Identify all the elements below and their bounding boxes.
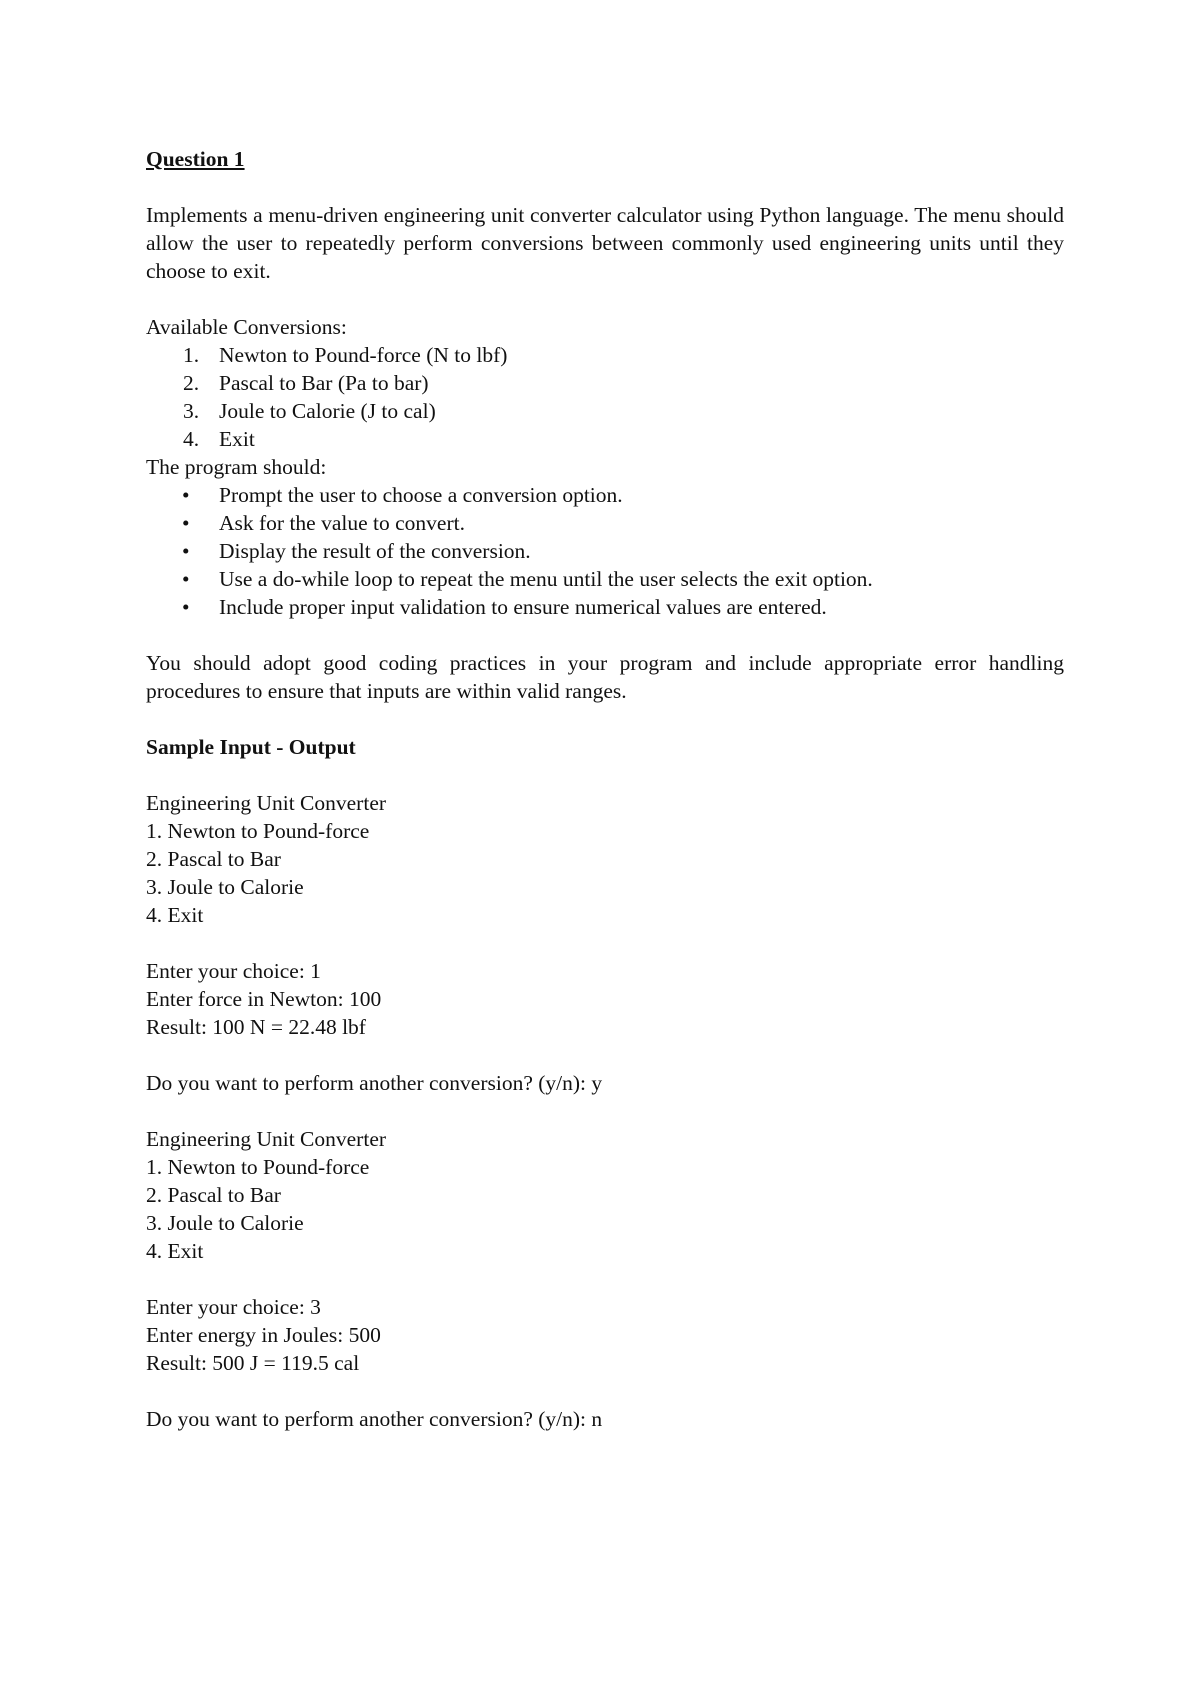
list-item: 4. Exit (183, 427, 255, 451)
value-line: Enter force in Newton: 100 (146, 987, 382, 1011)
bullet-icon: • (182, 595, 190, 619)
sample-run (146, 1125, 1064, 1433)
list-item: • Include proper input validation to ensure numerical values are entered. (182, 595, 827, 619)
list-item: • Display the result of the conversion. (182, 539, 531, 563)
menu-item: 3. Joule to Calorie (146, 875, 304, 899)
choice-line: Enter your choice: 1 (146, 959, 321, 983)
list-item: 2. Pascal to Bar (Pa to bar) (183, 371, 429, 395)
list-item: 1. Newton to Pound-force (N to lbf) (183, 343, 508, 367)
menu-item: 3. Joule to Calorie (146, 1211, 304, 1235)
menu-item: 2. Pascal to Bar (146, 1183, 281, 1207)
again-line: Do you want to perform another conversion? (y/n): y (146, 1071, 603, 1095)
bullet-icon: • (182, 539, 190, 563)
menu-item: 2. Pascal to Bar (146, 847, 281, 871)
list-item: • Use a do-while loop to repeat the menu until the user selects the exit option. (182, 567, 873, 591)
program-should-list (146, 481, 1064, 621)
sample-heading: Sample Input - Output (146, 735, 356, 759)
good-practices-paragraph: You should adopt good coding practices in your program and include appropriate error handling procedures to ensure that inputs are within valid ranges. (146, 651, 1064, 703)
question-title: Question 1 (146, 147, 245, 171)
bullet-icon: • (182, 567, 190, 591)
value-line: Enter energy in Joules: 500 (146, 1323, 381, 1347)
menu-item: 4. Exit (146, 1239, 204, 1263)
result-line: Result: 500 J = 119.5 cal (146, 1351, 360, 1375)
intro-paragraph: Implements a menu-driven engineering unit converter calculator using Python language. The menu should allow the user to repeatedly perform conversions between commonly used engineering units until they choose to exit. (146, 203, 1064, 283)
list-item: • Prompt the user to choose a conversion option. (182, 483, 623, 507)
program-should-label: The program should: (146, 455, 327, 479)
available-conversions-list (146, 341, 1064, 453)
bullet-icon: • (182, 511, 190, 535)
again-line: Do you want to perform another conversion? (y/n): n (146, 1407, 603, 1431)
sample-run (146, 789, 1064, 1097)
available-conversions-label: Available Conversions: (146, 315, 347, 339)
menu-title: Engineering Unit Converter (146, 1127, 387, 1151)
result-line: Result: 100 N = 22.48 lbf (146, 1015, 366, 1039)
document-page (146, 145, 1064, 1433)
list-item: • Ask for the value to convert. (182, 511, 465, 535)
menu-title: Engineering Unit Converter (146, 791, 387, 815)
bullet-icon: • (182, 483, 190, 507)
choice-line: Enter your choice: 3 (146, 1295, 321, 1319)
list-item: 3. Joule to Calorie (J to cal) (183, 399, 436, 423)
menu-item: 4. Exit (146, 903, 204, 927)
menu-item: 1. Newton to Pound-force (146, 819, 370, 843)
menu-item: 1. Newton to Pound-force (146, 1155, 370, 1179)
